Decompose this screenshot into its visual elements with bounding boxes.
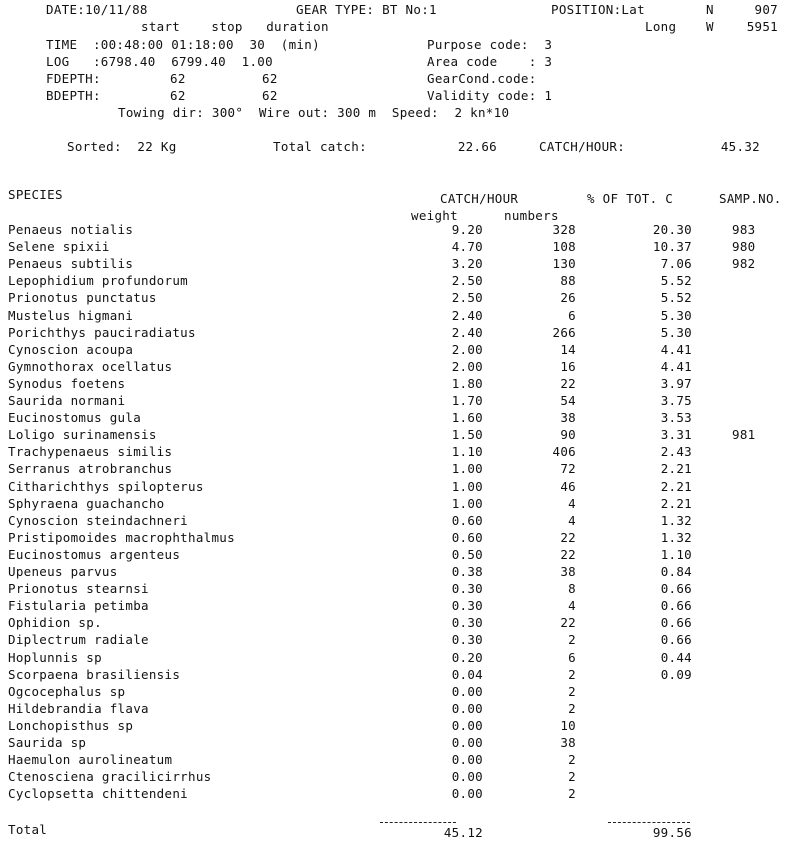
percent-of-total: 5.30 xyxy=(660,307,692,323)
percent-of-total: 2.21 xyxy=(660,495,692,511)
table-row xyxy=(0,462,800,479)
table-row xyxy=(0,394,800,411)
catch-weight: 0.00 xyxy=(451,786,483,802)
species-column-header: SPECIES xyxy=(8,187,63,202)
catch-numbers: 2 xyxy=(568,666,576,682)
species-name: Fistularia petimba xyxy=(8,598,149,614)
catch-numbers: 26 xyxy=(560,290,576,306)
catch-numbers: 46 xyxy=(560,478,576,494)
catch-weight: 2.40 xyxy=(451,324,483,340)
catch-weight: 0.30 xyxy=(451,598,483,614)
catch-numbers: 38 xyxy=(560,564,576,579)
percent-of-total: 3.31 xyxy=(660,427,692,443)
catch-numbers: 88 xyxy=(560,273,576,289)
percent-of-total: 4.41 xyxy=(660,341,692,357)
catch-weight: 0.00 xyxy=(451,717,483,733)
percent-of-total: 3.53 xyxy=(660,410,692,426)
catch-weight: 1.00 xyxy=(451,495,483,511)
long-direction: W xyxy=(706,19,714,34)
species-name: Saurida normani xyxy=(8,393,126,408)
percent-of-total: 3.97 xyxy=(660,375,692,391)
total-catch-label: Total catch: xyxy=(273,139,367,154)
species-name: Cyclopsetta chittendeni xyxy=(8,786,188,802)
table-row xyxy=(0,309,800,326)
catch-weight: 2.00 xyxy=(451,341,483,357)
percent-of-total: 3.75 xyxy=(660,393,692,408)
catch-weight: 2.40 xyxy=(451,307,483,323)
percent-of-total: 5.52 xyxy=(660,290,692,306)
purpose-code: Purpose code: 3 xyxy=(427,37,553,52)
percent-of-total: 0.66 xyxy=(660,581,692,597)
percent-of-total: 2.21 xyxy=(660,461,692,477)
table-row xyxy=(0,411,800,428)
numbers-subheader: numbers xyxy=(504,208,559,223)
catch-weight: 3.20 xyxy=(451,256,483,272)
fdepth-start: 62 xyxy=(170,71,186,86)
species-name: Cynoscion steindachneri xyxy=(8,512,188,528)
species-name: Prionotus punctatus xyxy=(8,290,157,306)
percent-of-total: 0.84 xyxy=(660,564,692,579)
catch-numbers: 328 xyxy=(552,222,576,237)
catch-weight: 9.20 xyxy=(451,222,483,237)
catch-numbers: 16 xyxy=(560,358,576,374)
percent-of-total: 0.66 xyxy=(660,598,692,614)
table-row xyxy=(0,599,800,616)
catch-weight: 0.00 xyxy=(451,769,483,785)
sample-number: 983 xyxy=(732,222,756,237)
species-name: Penaeus notialis xyxy=(8,222,134,237)
table-row xyxy=(0,274,800,291)
catch-weight: 0.60 xyxy=(451,512,483,528)
catch-weight: 0.00 xyxy=(451,735,483,750)
catch-numbers: 108 xyxy=(552,239,576,255)
percent-of-total: 0.44 xyxy=(660,649,692,665)
catch-weight: 0.60 xyxy=(451,529,483,545)
table-row xyxy=(0,445,800,462)
time-line: TIME :00:48:00 01:18:00 30 (min) xyxy=(46,37,320,52)
catch-weight: 2.50 xyxy=(451,290,483,306)
catch-weight: 1.50 xyxy=(451,427,483,443)
validity-code: Validity code: 1 xyxy=(427,88,553,103)
table-row xyxy=(0,514,800,531)
catch-numbers: 4 xyxy=(568,495,576,511)
table-row xyxy=(0,702,800,719)
species-name: Porichthys pauciradiatus xyxy=(8,324,196,340)
catch-numbers: 22 xyxy=(560,375,576,391)
percent-of-total: 20.30 xyxy=(652,222,692,237)
catch-numbers: 2 xyxy=(568,700,576,716)
catch-numbers: 4 xyxy=(568,598,576,614)
table-row xyxy=(0,787,800,804)
lat-direction: N xyxy=(706,2,714,17)
catch-weight: 1.00 xyxy=(451,478,483,494)
table-row xyxy=(0,770,800,787)
table-row xyxy=(0,736,800,753)
table-row xyxy=(0,685,800,702)
species-name: Lepophidium profundorum xyxy=(8,273,188,289)
fdepth-stop: 62 xyxy=(262,71,278,86)
bdepth-stop: 62 xyxy=(262,88,278,103)
species-name: Mustelus higmani xyxy=(8,307,134,323)
start-stop-duration-header: start stop duration xyxy=(141,19,329,34)
species-name: Saurida sp xyxy=(8,735,87,750)
species-name: Cynoscion acoupa xyxy=(8,341,134,357)
percent-of-total: 1.10 xyxy=(660,546,692,562)
long-value: 5951 xyxy=(746,19,778,34)
percent-of-total: 0.66 xyxy=(660,615,692,631)
table-row xyxy=(0,616,800,633)
catch-numbers: 14 xyxy=(560,341,576,357)
species-name: Eucinostomus gula xyxy=(8,410,142,426)
catch-numbers: 2 xyxy=(568,769,576,785)
catch-numbers: 8 xyxy=(568,581,576,597)
catch-numbers: 38 xyxy=(560,410,576,426)
species-name: Ogcocephalus sp xyxy=(8,683,126,699)
catch-weight: 1.00 xyxy=(451,461,483,477)
total-weight: 45.12 xyxy=(443,825,483,840)
bdepth-start: 62 xyxy=(170,88,186,103)
catch-numbers: 2 xyxy=(568,683,576,699)
catch-weight: 1.10 xyxy=(451,444,483,460)
percent-of-total: 1.32 xyxy=(660,529,692,545)
catch-weight: 0.00 xyxy=(451,700,483,716)
percent-of-total: 0.66 xyxy=(660,632,692,648)
percent-of-total: 4.41 xyxy=(660,358,692,374)
catch-weight: 0.00 xyxy=(451,683,483,699)
table-row xyxy=(0,582,800,599)
species-name: Eucinostomus argenteus xyxy=(8,546,181,562)
catch-numbers: 22 xyxy=(560,615,576,631)
weight-subheader: weight xyxy=(411,208,458,223)
catch-numbers: 2 xyxy=(568,786,576,802)
table-row xyxy=(0,428,800,445)
catch-weight: 0.38 xyxy=(451,564,483,579)
species-name: Prionotus stearnsi xyxy=(8,581,149,597)
species-name: Sphyraena guachancho xyxy=(8,495,165,511)
catch-weight: 1.80 xyxy=(451,375,483,391)
catch-numbers: 4 xyxy=(568,512,576,528)
table-row xyxy=(0,360,800,377)
catch-numbers: 2 xyxy=(568,752,576,768)
lat-value: 907 xyxy=(754,2,778,17)
table-row xyxy=(0,565,800,582)
catch-numbers: 130 xyxy=(552,256,576,272)
table-row xyxy=(0,291,800,308)
catch-numbers: 2 xyxy=(568,632,576,648)
total-pct: 99.56 xyxy=(652,825,692,840)
catch-numbers: 6 xyxy=(568,307,576,323)
log-line: LOG :6798.40 6799.40 1.00 xyxy=(46,54,273,69)
percent-of-total: 5.30 xyxy=(660,324,692,340)
percent-of-total: 5.52 xyxy=(660,273,692,289)
area-code: Area code : 3 xyxy=(427,54,553,69)
bdepth-label: BDEPTH: xyxy=(46,88,101,103)
species-name: Loligo surinamensis xyxy=(8,427,157,443)
total-catch-value: 22.66 xyxy=(457,139,497,154)
table-row xyxy=(0,377,800,394)
table-row xyxy=(0,223,800,240)
catch-weight: 0.50 xyxy=(451,546,483,562)
catch-numbers: 6 xyxy=(568,649,576,665)
species-name: Synodus foetens xyxy=(8,375,126,391)
species-name: Selene spixii xyxy=(8,239,110,255)
gearcond-code: GearCond.code: xyxy=(427,71,537,86)
species-name: Serranus atrobranchus xyxy=(8,461,173,477)
table-row xyxy=(0,531,800,548)
catch-numbers: 266 xyxy=(552,324,576,340)
catch-numbers: 22 xyxy=(560,529,576,545)
percent-of-total: 7.06 xyxy=(660,256,692,272)
catch-numbers: 54 xyxy=(560,393,576,408)
species-name: Scorpaena brasiliensis xyxy=(8,666,181,682)
sorted-weight: Sorted: 22 Kg xyxy=(67,139,177,154)
catch-weight: 1.70 xyxy=(451,393,483,408)
species-name: Trachypenaeus similis xyxy=(8,444,173,460)
catch-hour-label: CATCH/HOUR: xyxy=(539,139,626,154)
table-row xyxy=(0,668,800,685)
catch-numbers: 10 xyxy=(560,717,576,733)
table-row xyxy=(0,548,800,565)
sample-number: 982 xyxy=(732,256,756,272)
catch-numbers: 38 xyxy=(560,735,576,750)
catch-hour-value: 45.32 xyxy=(720,139,760,154)
catch-numbers: 72 xyxy=(560,461,576,477)
table-row xyxy=(0,343,800,360)
pct-total-rule xyxy=(608,822,690,823)
catch-weight: 2.50 xyxy=(451,273,483,289)
table-row xyxy=(0,326,800,343)
species-name: Lonchopisthus sp xyxy=(8,717,134,733)
sample-number: 981 xyxy=(732,427,756,443)
gear-type-field: GEAR TYPE: BT No:1 xyxy=(296,2,437,17)
catch-weight: 0.30 xyxy=(451,581,483,597)
catch-weight: 0.04 xyxy=(451,666,483,682)
towing-line: Towing dir: 300° Wire out: 300 m Speed: 2 kn*10 xyxy=(118,105,510,120)
pct-total-column-header: % OF TOT. C xyxy=(587,191,674,206)
catch-weight: 0.20 xyxy=(451,649,483,665)
catch-hour-column-header: CATCH/HOUR xyxy=(440,191,519,206)
table-row xyxy=(0,633,800,650)
long-label: Long xyxy=(645,19,677,34)
percent-of-total: 2.43 xyxy=(660,444,692,460)
sample-number: 980 xyxy=(732,239,756,255)
species-name: Haemulon aurolineatum xyxy=(8,752,173,768)
table-row xyxy=(0,753,800,770)
total-label: Total xyxy=(8,822,48,837)
species-name: Diplectrum radiale xyxy=(8,632,149,648)
catch-weight: 4.70 xyxy=(451,239,483,255)
species-name: Upeneus parvus xyxy=(8,564,118,579)
catch-numbers: 90 xyxy=(560,427,576,443)
species-name: Hildebrandia flava xyxy=(8,700,149,716)
species-name: Hoplunnis sp xyxy=(8,649,102,665)
catch-weight: 1.60 xyxy=(451,410,483,426)
catch-weight: 0.30 xyxy=(451,632,483,648)
percent-of-total: 2.21 xyxy=(660,478,692,494)
table-row xyxy=(0,651,800,668)
catch-weight: 2.00 xyxy=(451,358,483,374)
catch-numbers: 406 xyxy=(552,444,576,460)
position-label: POSITION:Lat xyxy=(551,2,645,17)
species-name: Penaeus subtilis xyxy=(8,256,134,272)
catch-weight: 0.30 xyxy=(451,615,483,631)
percent-of-total: 0.09 xyxy=(660,666,692,682)
fdepth-label: FDEPTH: xyxy=(46,71,101,86)
species-name: Gymnothorax ocellatus xyxy=(8,358,173,374)
species-name: Ophidion sp. xyxy=(8,615,102,631)
table-row xyxy=(0,497,800,514)
percent-of-total: 1.32 xyxy=(660,512,692,528)
catch-numbers: 22 xyxy=(560,546,576,562)
date-field: DATE:10/11/88 xyxy=(46,2,148,17)
catch-weight: 0.00 xyxy=(451,752,483,768)
species-name: Pristipomoides macrophthalmus xyxy=(8,529,235,545)
table-row xyxy=(0,257,800,274)
table-row xyxy=(0,480,800,497)
weight-total-rule xyxy=(380,822,456,823)
table-row xyxy=(0,240,800,257)
sample-number-column-header: SAMP.NO. xyxy=(719,191,782,206)
species-name: Ctenosciena gracilicirrhus xyxy=(8,769,212,785)
percent-of-total: 10.37 xyxy=(652,239,692,255)
table-row xyxy=(0,719,800,736)
species-name: Citharichthys spilopterus xyxy=(8,478,204,494)
